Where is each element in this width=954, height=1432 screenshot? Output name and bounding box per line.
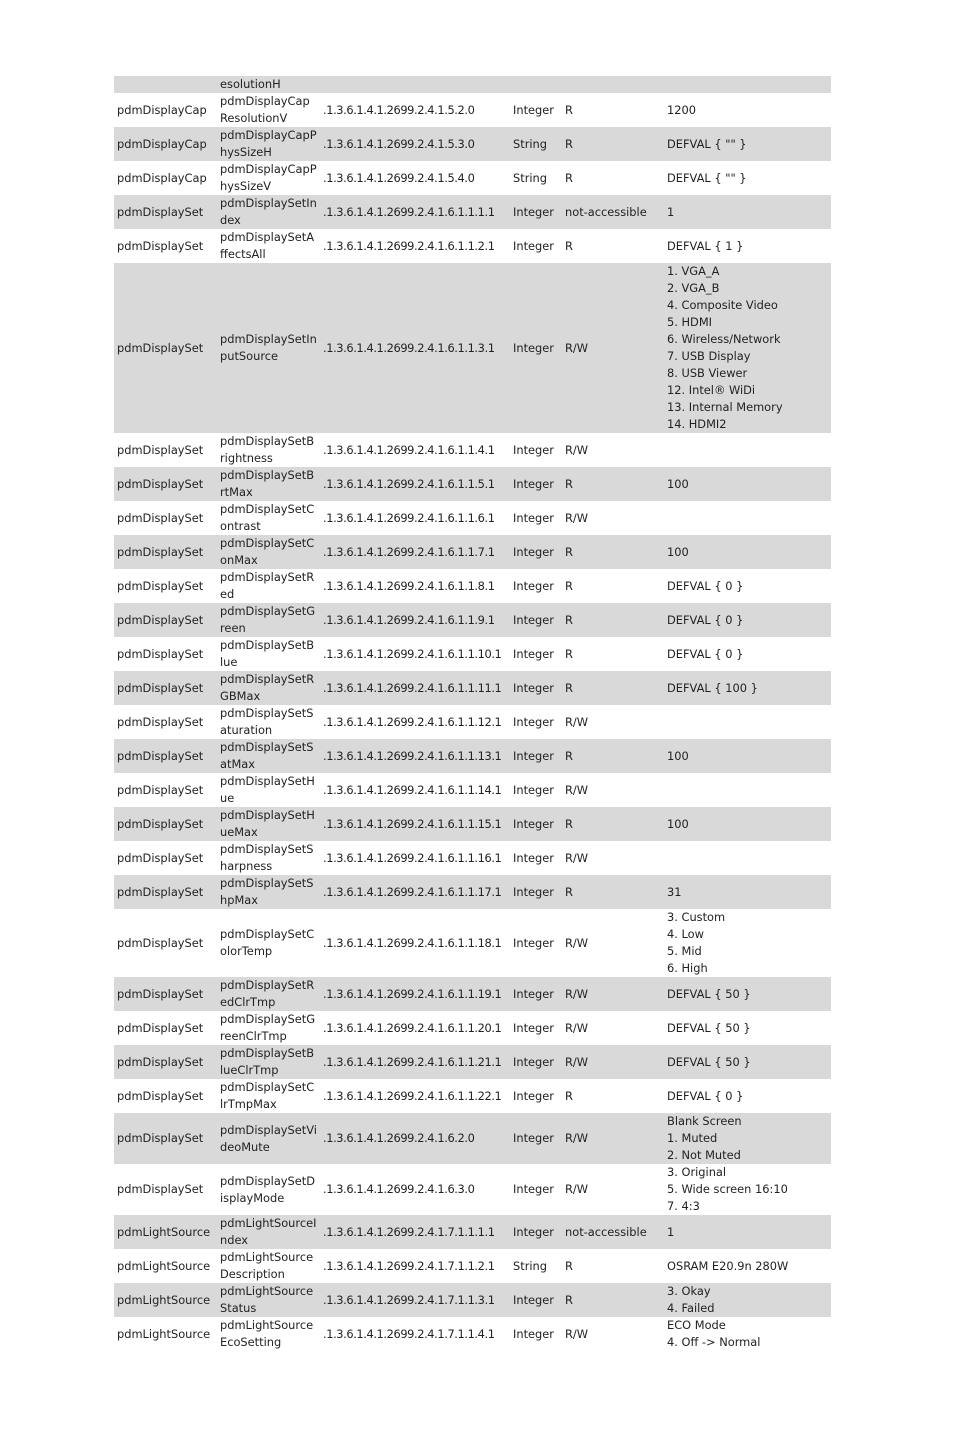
table-row [114, 739, 831, 773]
cell-oid: .1.3.6.1.4.1.2699.2.4.1.6.1.1.9.1 [323, 612, 495, 627]
value-line: DEFVAL { 50 } [667, 986, 751, 1001]
table-row [114, 671, 831, 705]
cell-group: pdmDisplaySet [117, 204, 204, 219]
cell-group: pdmLightSource [117, 1258, 211, 1273]
cell-access: R/W [565, 1020, 589, 1035]
cell-object-name: pdmDisplaySetBlueClrTmp [220, 1046, 315, 1077]
value-line: DEFVAL { 1 } [667, 238, 744, 253]
table-row [114, 195, 831, 229]
cell-oid: .1.3.6.1.4.1.2699.2.4.1.6.3.0 [323, 1182, 475, 1196]
cell-group: pdmLightSource [117, 1224, 211, 1239]
cell-values [664, 816, 831, 833]
cell-values [664, 1317, 831, 1351]
value-line: 12. Intel® WiDi [667, 383, 756, 397]
table-row [114, 807, 831, 841]
cell-access: R [565, 544, 573, 559]
cell-type: Integer [513, 816, 554, 831]
table-row [114, 841, 831, 875]
value-line: 6. High [667, 961, 708, 975]
cell-values [664, 102, 831, 119]
cell-access: R/W [565, 1054, 589, 1069]
cell-type: String [513, 1258, 547, 1273]
cell-type: String [513, 170, 547, 185]
cell-values [664, 1258, 831, 1275]
value-line: ECO Mode [667, 1318, 726, 1332]
cell-group: pdmDisplaySet [117, 1131, 204, 1145]
table-row [114, 1164, 831, 1215]
cell-access: R [565, 748, 573, 763]
cell-object-name: pdmDisplaySetBlue [220, 638, 315, 669]
cell-group: pdmDisplaySet [117, 646, 204, 661]
cell-oid: .1.3.6.1.4.1.2699.2.4.1.6.1.1.21.1 [323, 1054, 502, 1069]
cell-oid: .1.3.6.1.4.1.2699.2.4.1.6.1.1.16.1 [323, 850, 502, 865]
value-line: 2. VGA_B [667, 281, 720, 295]
cell-group: pdmDisplaySet [117, 476, 204, 491]
cell-values [664, 1020, 831, 1037]
value-line: 8. USB Viewer [667, 366, 748, 380]
cell-values [664, 238, 831, 255]
cell-object-name: pdmDisplaySetAffectsAll [220, 230, 315, 261]
table-row [114, 229, 831, 263]
cell-type: Integer [513, 1182, 554, 1196]
cell-object-name: pdmDisplaySetColorTemp [220, 927, 315, 958]
table-row [114, 161, 831, 195]
cell-object-name: pdmDisplayCapPhysSizeV [220, 162, 317, 193]
cell-type: Integer [513, 204, 554, 219]
cell-type: Integer [513, 544, 554, 559]
table-row [114, 501, 831, 535]
value-line: 5. Mid [667, 944, 702, 958]
cell-values [664, 646, 831, 663]
cell-values [664, 476, 831, 493]
cell-object-name: pdmDisplaySetSharpness [220, 842, 314, 873]
cell-type: String [513, 136, 547, 151]
cell-object-name: pdmDisplaySetConMax [220, 536, 315, 567]
cell-oid: .1.3.6.1.4.1.2699.2.4.1.6.1.1.7.1 [323, 544, 495, 559]
table-row [114, 569, 831, 603]
value-line: Blank Screen [667, 1114, 742, 1128]
cell-object-name: pdmLightSourceEcoSetting [220, 1318, 314, 1349]
table-row [114, 705, 831, 739]
cell-values [664, 136, 831, 153]
cell-oid: .1.3.6.1.4.1.2699.2.4.1.6.1.1.18.1 [323, 935, 502, 950]
cell-group: pdmDisplaySet [117, 884, 204, 899]
cell-group: pdmDisplaySet [117, 340, 204, 355]
cell-access: R [565, 1258, 573, 1273]
table-row [114, 1215, 831, 1249]
cell-access: R [565, 476, 573, 491]
cell-oid: .1.3.6.1.4.1.2699.2.4.1.6.1.1.3.1 [323, 340, 495, 355]
cell-oid: .1.3.6.1.4.1.2699.2.4.1.7.1.1.1.1 [323, 1224, 495, 1239]
cell-access: R [565, 884, 573, 899]
cell-oid: .1.3.6.1.4.1.2699.2.4.1.6.1.1.1.1 [323, 204, 495, 219]
value-line: 4. Composite Video [667, 298, 778, 312]
table-row [114, 1249, 831, 1283]
cell-access: R [565, 136, 573, 151]
value-line: 13. Internal Memory [667, 400, 783, 414]
cell-group: pdmLightSource [117, 1292, 211, 1307]
value-line: 4. Failed [667, 1301, 715, 1315]
value-line: DEFVAL { 0 } [667, 1088, 744, 1103]
table-row [114, 76, 831, 93]
cell-access: R/W [565, 782, 589, 797]
cell-values [664, 170, 831, 187]
cell-object-name: pdmDisplaySetShpMax [220, 876, 314, 907]
cell-oid: .1.3.6.1.4.1.2699.2.4.1.6.1.1.2.1 [323, 238, 495, 253]
value-line: DEFVAL { 50 } [667, 1020, 751, 1035]
cell-oid: .1.3.6.1.4.1.2699.2.4.1.6.1.1.19.1 [323, 986, 502, 1001]
mib-table [114, 76, 831, 1351]
cell-group: pdmDisplaySet [117, 238, 204, 253]
cell-object-name: pdmDisplaySetBrtMax [220, 468, 315, 499]
cell-group: pdmDisplaySet [117, 748, 204, 763]
table-row [114, 1317, 831, 1351]
cell-object-name: pdmDisplaySetRed [220, 570, 315, 601]
cell-oid: .1.3.6.1.4.1.2699.2.4.1.6.2.0 [323, 1131, 475, 1145]
cell-oid: .1.3.6.1.4.1.2699.2.4.1.6.1.1.10.1 [323, 646, 502, 661]
value-line: DEFVAL { 0 } [667, 578, 744, 593]
cell-object-name: pdmDisplaySetSatMax [220, 740, 314, 771]
value-line: 3. Custom [667, 910, 726, 924]
cell-values [664, 1088, 831, 1105]
table-row [114, 603, 831, 637]
cell-object-name: pdmLightSourceIndex [220, 1216, 317, 1247]
cell-access: R [565, 238, 573, 253]
cell-access: R/W [565, 510, 589, 525]
cell-oid: .1.3.6.1.4.1.2699.2.4.1.6.1.1.8.1 [323, 578, 495, 593]
cell-access: R/W [565, 935, 589, 950]
cell-access: not-accessible [565, 204, 647, 219]
cell-access: R/W [565, 1131, 589, 1145]
cell-values [664, 986, 831, 1003]
value-line: DEFVAL { 50 } [667, 1054, 751, 1069]
cell-type: Integer [513, 1020, 554, 1035]
cell-group: pdmDisplayCap [117, 170, 207, 185]
cell-oid: .1.3.6.1.4.1.2699.2.4.1.7.1.1.4.1 [323, 1326, 495, 1341]
table-row [114, 637, 831, 671]
cell-oid: .1.3.6.1.4.1.2699.2.4.1.6.1.1.6.1 [323, 510, 495, 525]
cell-object-name: pdmDisplaySetContrast [220, 502, 315, 533]
cell-access: R [565, 578, 573, 593]
cell-access: R [565, 680, 573, 695]
cell-oid: .1.3.6.1.4.1.2699.2.4.1.5.4.0 [323, 170, 475, 185]
cell-type: Integer [513, 102, 554, 117]
value-line: 1200 [667, 102, 696, 117]
cell-oid: .1.3.6.1.4.1.2699.2.4.1.6.1.1.20.1 [323, 1020, 502, 1035]
value-line: 4. Low [667, 927, 704, 941]
cell-access: R [565, 170, 573, 185]
cell-type: Integer [513, 646, 554, 661]
value-line: 100 [667, 816, 689, 831]
value-line: 6. Wireless/Network [667, 332, 781, 346]
cell-group: pdmDisplaySet [117, 1088, 204, 1103]
cell-group: pdmDisplaySet [117, 1020, 204, 1035]
cell-object-name: pdmDisplaySetGreenClrTmp [220, 1012, 316, 1043]
table-row [114, 773, 831, 807]
cell-group: pdmDisplaySet [117, 935, 204, 950]
value-line: 5. HDMI [667, 315, 713, 329]
cell-object-name: pdmDisplayCapPhysSizeH [220, 128, 317, 159]
cell-object-name: pdmLightSourceDescription [220, 1250, 314, 1281]
cell-values [664, 1054, 831, 1071]
cell-values [664, 909, 831, 977]
cell-object-name: pdmLightSourceStatus [220, 1284, 314, 1315]
cell-oid: .1.3.6.1.4.1.2699.2.4.1.5.2.0 [323, 102, 475, 117]
cell-type: Integer [513, 612, 554, 627]
cell-oid: .1.3.6.1.4.1.2699.2.4.1.6.1.1.22.1 [323, 1088, 502, 1103]
cell-oid: .1.3.6.1.4.1.2699.2.4.1.6.1.1.12.1 [323, 714, 502, 729]
cell-group: pdmDisplaySet [117, 816, 204, 831]
cell-access: R [565, 102, 573, 117]
table-row [114, 1011, 831, 1045]
cell-type: Integer [513, 510, 554, 525]
cell-type: Integer [513, 935, 554, 950]
value-line: 31 [667, 884, 682, 899]
cell-type: Integer [513, 1326, 554, 1341]
cell-type: Integer [513, 986, 554, 1001]
value-line: 100 [667, 476, 689, 491]
cell-type: Integer [513, 1088, 554, 1103]
value-line: DEFVAL { "" } [667, 136, 747, 151]
cell-object-name: pdmDisplaySetClrTmpMax [220, 1080, 315, 1111]
cell-object-name: pdmDisplaySetIndex [220, 196, 317, 227]
cell-access: R [565, 1292, 573, 1307]
cell-group: pdmDisplayCap [117, 102, 207, 117]
value-line: 3. Original [667, 1165, 727, 1179]
value-line: DEFVAL { 100 } [667, 680, 758, 695]
value-line: 100 [667, 748, 689, 763]
cell-access: R/W [565, 340, 589, 355]
cell-oid: .1.3.6.1.4.1.2699.2.4.1.6.1.1.13.1 [323, 748, 502, 763]
cell-values [664, 612, 831, 629]
cell-values [664, 748, 831, 765]
cell-oid: .1.3.6.1.4.1.2699.2.4.1.7.1.1.2.1 [323, 1258, 495, 1273]
value-line: 2. Not Muted [667, 1148, 741, 1162]
cell-group: pdmDisplaySet [117, 510, 204, 525]
cell-values [664, 263, 831, 433]
cell-values [664, 1164, 831, 1215]
value-line: DEFVAL { 0 } [667, 646, 744, 661]
table-row [114, 875, 831, 909]
cell-type: Integer [513, 782, 554, 797]
table-row [114, 433, 831, 467]
table-row [114, 535, 831, 569]
cell-access: R/W [565, 442, 589, 457]
cell-oid: .1.3.6.1.4.1.2699.2.4.1.6.1.1.5.1 [323, 476, 495, 491]
cell-values [664, 680, 831, 697]
value-line: 4. Off -> Normal [667, 1335, 761, 1349]
table-row [114, 1045, 831, 1079]
cell-type: Integer [513, 442, 554, 457]
cell-access: R/W [565, 986, 589, 1001]
cell-object-name: pdmDisplaySetBrightness [220, 434, 315, 465]
cell-object-name: pdmDisplaySetGreen [220, 604, 316, 635]
cell-values [664, 1283, 831, 1317]
cell-type: Integer [513, 748, 554, 763]
cell-type: Integer [513, 238, 554, 253]
cell-group: pdmDisplaySet [117, 612, 204, 627]
cell-oid: .1.3.6.1.4.1.2699.2.4.1.5.3.0 [323, 136, 475, 151]
cell-type: Integer [513, 680, 554, 695]
cell-object-name: pdmDisplaySetInputSource [220, 332, 317, 363]
cell-oid: .1.3.6.1.4.1.2699.2.4.1.6.1.1.17.1 [323, 884, 502, 899]
value-line: DEFVAL { "" } [667, 170, 747, 185]
cell-oid: .1.3.6.1.4.1.2699.2.4.1.6.1.1.14.1 [323, 782, 502, 797]
cell-access: R [565, 612, 573, 627]
cell-object-name: pdmDisplaySetRGBMax [220, 672, 315, 703]
cell-group: pdmDisplaySet [117, 714, 204, 729]
cell-access: R [565, 816, 573, 831]
table-row [114, 1283, 831, 1317]
cell-type: Integer [513, 1131, 554, 1145]
cell-access: R/W [565, 1326, 589, 1341]
cell-object-name: pdmDisplaySetRedClrTmp [220, 978, 315, 1009]
cell-access: R [565, 646, 573, 661]
cell-group: pdmDisplaySet [117, 1054, 204, 1069]
value-line: 1. VGA_A [667, 264, 720, 278]
cell-group: pdmDisplaySet [117, 986, 204, 1001]
cell-oid: .1.3.6.1.4.1.2699.2.4.1.6.1.1.4.1 [323, 442, 495, 457]
cell-oid: .1.3.6.1.4.1.2699.2.4.1.6.1.1.11.1 [323, 680, 502, 695]
value-line: 1. Muted [667, 1131, 718, 1145]
cell-values [664, 1113, 831, 1164]
value-line: 5. Wide screen 16:10 [667, 1182, 788, 1196]
value-line: 1 [667, 204, 675, 219]
cell-type: Integer [513, 340, 554, 355]
cell-type: Integer [513, 1292, 554, 1307]
table-row [114, 263, 831, 433]
value-line: 7. 4:3 [667, 1199, 700, 1213]
table-row [114, 467, 831, 501]
cell-group: pdmDisplaySet [117, 782, 204, 797]
cell-object-name: pdmDisplaySetHueMax [220, 808, 315, 839]
cell-object-name: pdmDisplaySetHue [220, 774, 315, 805]
cell-group: pdmDisplaySet [117, 544, 204, 559]
cell-object-name: pdmDisplayCapResolutionV [220, 94, 310, 125]
table-row [114, 93, 831, 127]
value-line: 100 [667, 544, 689, 559]
cell-access: R/W [565, 714, 589, 729]
cell-values [664, 204, 831, 221]
value-line: 3. Okay [667, 1284, 711, 1298]
value-line: 1 [667, 1224, 675, 1239]
cell-group: pdmDisplayCap [117, 136, 207, 151]
cell-access: R [565, 1088, 573, 1103]
table-row [114, 1079, 831, 1113]
value-line: 7. USB Display [667, 349, 751, 363]
cell-object-name: esolutionH [220, 77, 281, 91]
cell-group: pdmDisplaySet [117, 680, 204, 695]
cell-type: Integer [513, 884, 554, 899]
table-row [114, 977, 831, 1011]
cell-group: pdmDisplaySet [117, 1182, 204, 1196]
value-line: OSRAM E20.9n 280W [667, 1258, 789, 1273]
table-row [114, 127, 831, 161]
cell-object-name: pdmDisplaySetSaturation [220, 706, 314, 737]
cell-values [664, 884, 831, 901]
cell-group: pdmDisplaySet [117, 850, 204, 865]
cell-oid: .1.3.6.1.4.1.2699.2.4.1.7.1.1.3.1 [323, 1292, 495, 1307]
cell-type: Integer [513, 714, 554, 729]
cell-oid: .1.3.6.1.4.1.2699.2.4.1.6.1.1.15.1 [323, 816, 502, 831]
cell-values [664, 544, 831, 561]
cell-object-name: pdmDisplaySetDisplayMode [220, 1173, 316, 1205]
cell-type: Integer [513, 578, 554, 593]
cell-type: Integer [513, 850, 554, 865]
table-row [114, 909, 831, 977]
cell-type: Integer [513, 1054, 554, 1069]
cell-group: pdmDisplaySet [117, 578, 204, 593]
value-line: DEFVAL { 0 } [667, 612, 744, 627]
cell-group: pdmLightSource [117, 1326, 211, 1341]
table-row [114, 1113, 831, 1164]
cell-type: Integer [513, 1224, 554, 1239]
value-line: 14. HDMI2 [667, 417, 727, 431]
cell-group: pdmDisplaySet [117, 442, 204, 457]
cell-values [664, 578, 831, 595]
cell-access: R/W [565, 1182, 589, 1196]
cell-object-name: pdmDisplaySetVideoMute [220, 1122, 317, 1154]
cell-values [664, 1224, 831, 1241]
cell-type: Integer [513, 476, 554, 491]
cell-access: not-accessible [565, 1224, 647, 1239]
cell-access: R/W [565, 850, 589, 865]
